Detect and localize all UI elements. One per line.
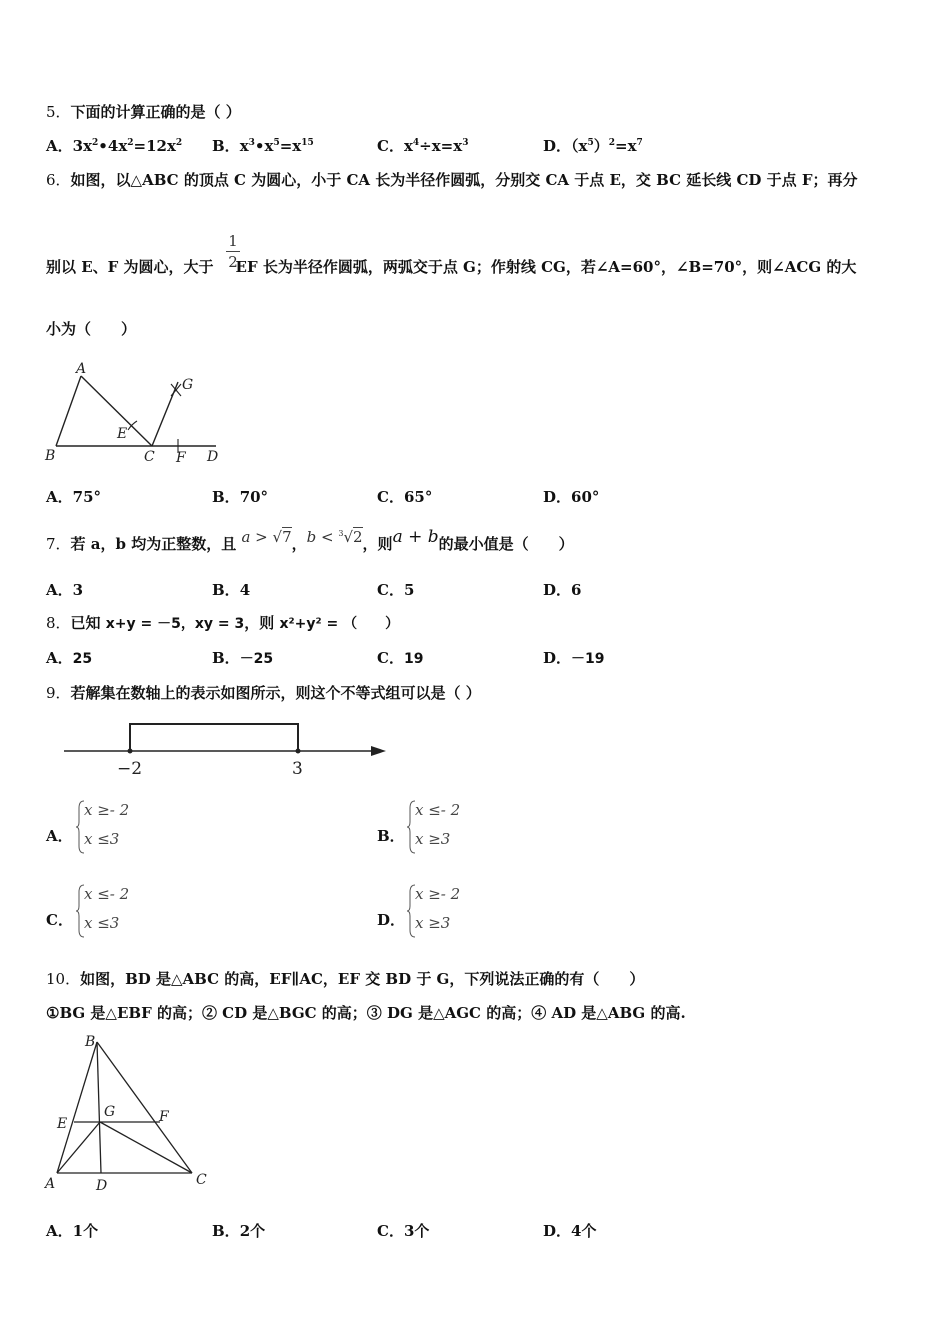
q9-option-a-system — [76, 800, 176, 854]
q5-option-b: B．$x^3•x^5=x^{15}$ — [212, 137, 314, 155]
q10-stem-line1: 10．如图，BD 是△ABC 的高，EF∥AC，EF 交 BD 于 G，下列说法正确的有（ ） — [46, 970, 645, 988]
q9-point-right — [296, 749, 301, 754]
q6-arc-e — [128, 421, 137, 430]
q7-option-b: B．4 — [212, 581, 251, 599]
q5-stem: 5．下面的计算正确的是（ ） — [46, 103, 241, 121]
q10-stem-line2: ①BG 是△EBF 的高；② CD 是△BGC 的高；③ DG 是△AGC 的高；④ AD 是△ABG 的高. — [46, 1004, 686, 1022]
q9-option-d-row1: x ≥- 2 — [415, 885, 461, 903]
q6-fraction-numerator: 1 — [228, 232, 238, 250]
q7-expression: a + b — [392, 527, 439, 547]
q10-label-e: E — [57, 1116, 68, 1132]
q6-label-d: D — [207, 449, 219, 465]
q10-figure — [40, 1030, 220, 1200]
q10-option-b: B．2个 — [212, 1222, 266, 1240]
q6-option-c: C．65° — [377, 488, 433, 506]
q10-label-f: F — [159, 1109, 169, 1125]
q7-option-a: A．3 — [46, 581, 84, 599]
q6-stem-line2: 别以 E、F 为圆心，大于 EF 长为半径作圆弧，两弧交于点 G；作射线 CG，若∠A=60°，∠B=70°，则∠ACG 的大 — [46, 258, 857, 276]
q10-label-a: A — [45, 1176, 56, 1192]
q6-label-f: F — [176, 450, 186, 466]
q9-option-d-system — [407, 884, 507, 938]
q9-option-c-system — [76, 884, 176, 938]
q6-option-b: B．70° — [212, 488, 269, 506]
q9-option-a-label: A． — [46, 827, 73, 845]
q9-option-d-label: D． — [377, 911, 406, 929]
q9-point-left — [128, 749, 133, 754]
q6-option-a: A．75° — [46, 488, 102, 506]
q10-label-g: G — [104, 1104, 116, 1120]
q6-label-a: A — [76, 361, 87, 377]
q7-stem: 7．若 a，b 均为正整数，且 a > √7，b < $^3$√2，则a + b的最小值是（ ） — [46, 527, 574, 553]
q10-line-ab — [57, 1042, 97, 1173]
q5-option-c: C．$x^4\div x=x^3$ — [377, 137, 469, 155]
q6-fraction — [226, 232, 240, 271]
q7-option-c: C．5 — [377, 581, 415, 599]
q10-label-b: B — [85, 1034, 96, 1050]
q9-option-c-row1: x ≤- 2 — [84, 885, 130, 903]
q6-stem-line3: 小为（ ） — [46, 320, 137, 338]
q9-option-c-row2: x ≤3 — [84, 914, 120, 932]
q10-line-bd — [97, 1042, 101, 1173]
q10-option-a: A．1个 — [46, 1222, 99, 1240]
q7-condition-b: b < $^3$√2 — [306, 528, 363, 546]
q6-figure — [40, 360, 230, 470]
q8-option-a: A．25 — [46, 649, 93, 667]
q10-label-d: D — [96, 1178, 108, 1194]
q6-label-c: C — [144, 449, 155, 465]
q9-option-b-label: B． — [377, 827, 405, 845]
q6-fraction-denominator: 2 — [228, 253, 238, 271]
q10-label-c: C — [196, 1172, 207, 1188]
q5-option-a: A．$3x^2•4x^2=12x^2$ — [46, 137, 183, 155]
q8-option-b: B．－25 — [212, 649, 274, 667]
q9-label-left: −2 — [117, 759, 143, 779]
q7-option-d: D．6 — [543, 581, 582, 599]
q9-option-b-row1: x ≤- 2 — [415, 801, 461, 819]
q8-stem: 8．已知 x+y = －5，xy = 3，则 x²+y² = （ ） — [46, 614, 400, 632]
q9-stem: 9．若解集在数轴上的表示如图所示，则这个不等式组可以是（ ） — [46, 684, 481, 702]
q9-label-right: 3 — [292, 759, 303, 779]
q6-stem-line1: 6．如图，以△ABC 的顶点 C 为圆心，小于 CA 长为半径作圆弧，分别交 CA 于点 E，交 BC 延长线 CD 于点 F；再分 — [46, 171, 858, 189]
q6-option-d: D．60° — [543, 488, 600, 506]
q6-label-e: E — [117, 426, 128, 442]
q9-option-c-label: C． — [46, 911, 73, 929]
q6-label-b: B — [45, 448, 56, 464]
q9-number-line — [60, 718, 400, 780]
q10-option-c: C．3个 — [377, 1222, 430, 1240]
q6-line-ab — [56, 376, 81, 446]
q8-option-d: D．－19 — [543, 649, 605, 667]
q10-option-d: D．4个 — [543, 1222, 597, 1240]
q9-option-d-row2: x ≥3 — [415, 914, 451, 932]
q7-condition-a: a > √7 — [241, 528, 292, 546]
q6-label-g: G — [182, 377, 194, 393]
q6-fraction-bar — [226, 251, 240, 252]
q9-option-b-row2: x ≥3 — [415, 830, 451, 848]
q9-option-a-row1: x ≥- 2 — [84, 801, 130, 819]
q9-axis-arrow — [371, 746, 386, 756]
q10-line-gc — [100, 1122, 192, 1173]
q9-solution-bracket — [130, 724, 298, 751]
q9-option-b-system — [407, 800, 507, 854]
q5-option-d: D．$(x^5)^2=x^7$ — [543, 137, 643, 155]
q8-option-c: C．19 — [377, 649, 424, 667]
q9-option-a-row2: x ≤3 — [84, 830, 120, 848]
